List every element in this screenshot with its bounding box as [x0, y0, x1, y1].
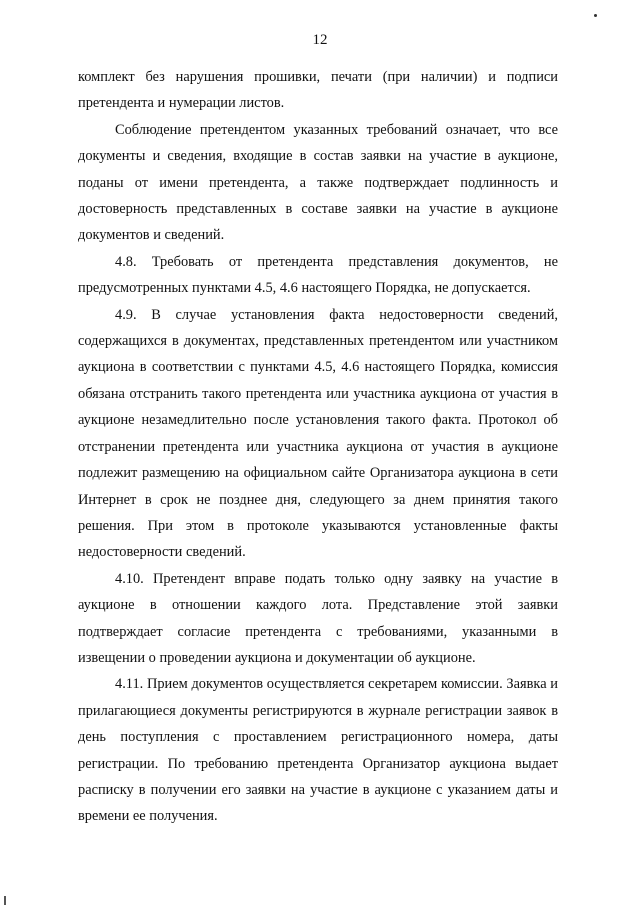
paragraph-clause-4-11: 4.11. Прием документов осуществляется секретарем комиссии. Заявка и прилагающиеся документы регистрируются в журнале регистрации заявок в день поступления с проставлением регистрационного номера, даты регистрации. По требованию претендента Организатор аукциона выдает расписку в получении его заявки на участие в аукционе с указанием даты и времени ее получения.	[78, 676, 558, 825]
paragraph-clause-4-9: 4.9. В случае установления факта недостоверности сведений, содержащихся в документах, представленных претендентом или участником аукциона в соответствии с пунктами 4.5, 4.6 настоящего Порядка, комиссия обязана отстранить такого претендента или участника аукциона от участия в аукционе незамедлительно после установления такого факта. Протокол об отстранении претендента или участника аукциона от участия в аукционе подлежит размещению на официальном сайте Организатора аукциона в сети Интернет в срок не позднее дня, следующего за днем принятия такого решения. При этом в протоколе указываются установленные факты недостоверности сведений.	[78, 306, 558, 561]
paragraph-clause-4-10: 4.10. Претендент вправе подать только одну заявку на участие в аукционе в отношении каждого лота. Представление этой заявки подтверждает согласие претендента с требованиями, указанными в извещении о проведении аукциона и документации об аукционе.	[78, 570, 558, 666]
page-number: 12	[312, 32, 328, 48]
paragraph-intro-continuation: комплект без нарушения прошивки, печати (при наличии) и подписи претендента и нумерации листов.	[78, 69, 558, 112]
paragraph-compliance: Соблюдение претендентом указанных требований означает, что все документы и сведения, входящие в состав заявки на участие в аукционе, поданы от имени претендента, а также подтверждает подлинность и достоверность представленных в составе заявки на участие в аукционе документов и сведений.	[78, 121, 558, 244]
document-body	[78, 64, 558, 830]
scan-mark-dot	[594, 14, 597, 17]
paragraph-clause-4-8: 4.8. Требовать от претендента представления документов, не предусмотренных пунктами 4.5, 4.6 настоящего Порядка, не допускается.	[78, 253, 558, 297]
scan-edge-mark	[4, 896, 6, 905]
